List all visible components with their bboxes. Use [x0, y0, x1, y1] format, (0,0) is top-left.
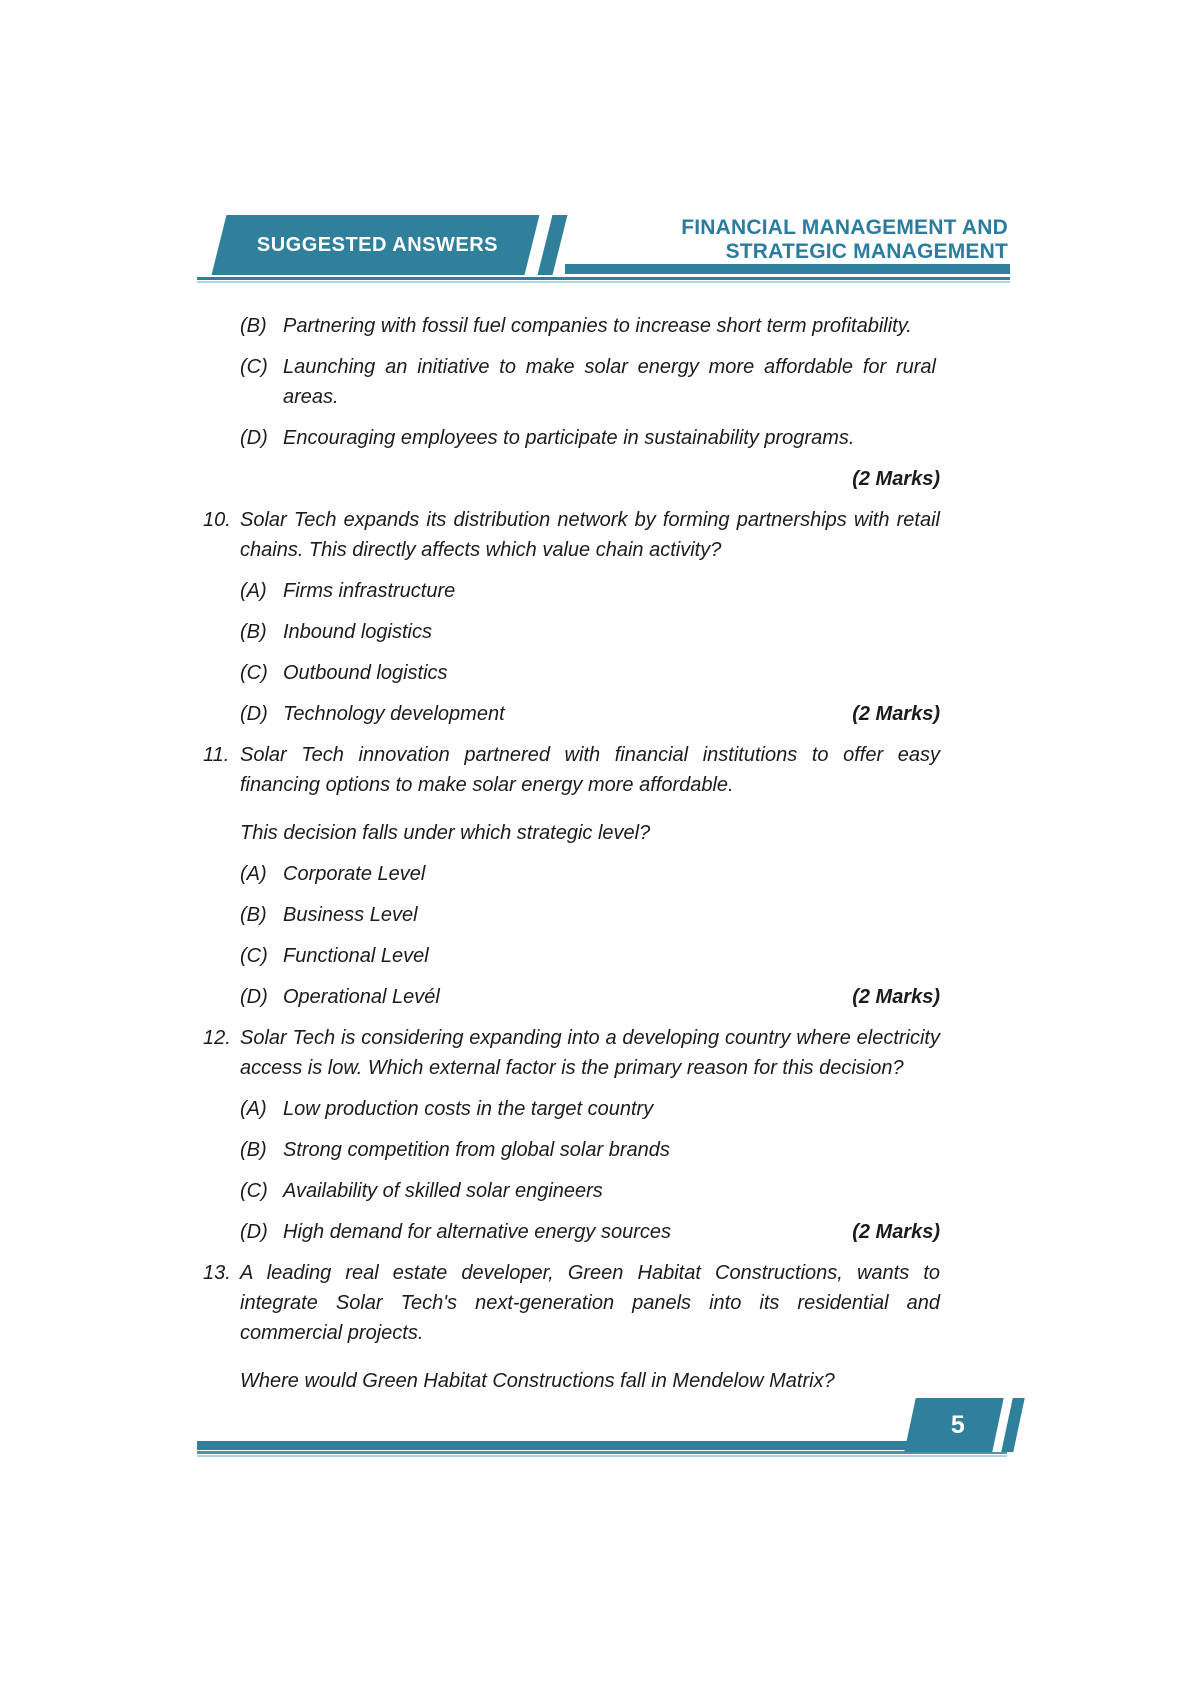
question-number: 10.: [203, 509, 231, 531]
question-number: 12.: [203, 1027, 231, 1049]
marks-label: (2 Marks): [852, 986, 940, 1008]
option-row: [240, 1217, 940, 1247]
question-block: [203, 1023, 940, 1247]
banner-accent-slash: [525, 215, 553, 275]
option-label: (C): [240, 662, 268, 684]
marks-label: (2 Marks): [852, 468, 940, 490]
option-label: (C): [240, 1180, 268, 1202]
option-label: (B): [240, 904, 267, 926]
option-text: Strong competition from global solar brands: [283, 1139, 670, 1161]
option-row: [240, 859, 940, 889]
option-label: (A): [240, 1098, 267, 1120]
question-followup: This decision falls under which strategic level?: [240, 822, 651, 844]
page-number-badge: [904, 1398, 1024, 1452]
option-label: (A): [240, 863, 267, 885]
option-row: [240, 1135, 940, 1165]
option-label: (A): [240, 580, 267, 602]
marks-label: (2 Marks): [852, 1221, 940, 1243]
option-text: Availability of skilled solar engineers: [283, 1180, 603, 1202]
question-number: 11.: [203, 744, 230, 766]
option-label: (B): [240, 315, 267, 337]
option-text: Inbound logistics: [283, 621, 432, 643]
option-row: [240, 1094, 940, 1124]
question-intro: [203, 505, 940, 565]
option-text: Operational Levél: [283, 986, 440, 1008]
option-text: Launching an initiative to make solar energy more affordable for rural areas.: [283, 356, 936, 408]
option-row: [240, 658, 940, 688]
question-followup: Where would Green Habitat Constructions fall in Mendelow Matrix?: [240, 1370, 835, 1392]
option-row: [240, 311, 940, 341]
option-label: (D): [240, 1221, 268, 1243]
option-row: [240, 699, 940, 729]
option-label: (D): [240, 986, 268, 1008]
page-title-line1: FINANCIAL MANAGEMENT AND: [681, 216, 1008, 239]
option-label: (C): [240, 356, 268, 378]
option-text: Outbound logistics: [283, 662, 448, 684]
suggested-answers-label: SUGGESTED ANSWERS: [256, 233, 499, 256]
option-text: High demand for alternative energy sources: [283, 1221, 671, 1243]
option-row: [240, 982, 940, 1012]
footer-rule-thick: [197, 1441, 915, 1450]
option-text: Partnering with fossil fuel companies to increase short term profitability.: [283, 315, 912, 337]
question-text: Solar Tech is considering expanding into a developing country where electricity access is low. Which external factor is the primary reason for this decision?: [240, 1027, 940, 1079]
option-row: [240, 352, 940, 412]
footer-rule-light: [197, 1455, 1007, 1457]
option-text: Functional Level: [283, 945, 429, 967]
question-block: [203, 1258, 940, 1396]
question-block: [203, 505, 940, 729]
footer-rule-mid: [197, 1451, 1007, 1454]
page-title: [681, 216, 1008, 264]
question-intro: [203, 740, 940, 800]
question-text: Solar Tech innovation partnered with financial institutions to offer easy financing options to make solar energy more affordable.: [240, 744, 940, 796]
option-text: Low production costs in the target country: [283, 1098, 654, 1120]
marks-label: (2 Marks): [852, 703, 940, 725]
question-text: A leading real estate developer, Green Habitat Constructions, wants to integrate Solar Tech's next-generation panels into its residential and commercial projects.: [240, 1262, 940, 1344]
question-intro: [203, 1023, 940, 1083]
question-block: [203, 311, 940, 494]
badge-accent-slash: [992, 1398, 1012, 1452]
page-number: 5: [950, 1410, 965, 1439]
option-text: Encouraging employees to participate in sustainability programs.: [283, 427, 855, 449]
header-rule-light: [197, 281, 1010, 283]
option-label: (C): [240, 945, 268, 967]
option-label: (B): [240, 1139, 267, 1161]
page-title-line2: STRATEGIC MANAGEMENT: [725, 240, 1008, 263]
option-label: (B): [240, 621, 267, 643]
option-text: Technology development: [283, 703, 505, 725]
option-label: (D): [240, 703, 268, 725]
option-row: [240, 900, 940, 930]
option-row: [240, 941, 940, 971]
question-text: Solar Tech expands its distribution network by forming partnerships with retail chains. This directly affects which value chain activity?: [240, 509, 940, 561]
option-row: [240, 617, 940, 647]
question-block: [203, 740, 940, 1012]
option-row: [240, 423, 940, 453]
option-row: [240, 576, 940, 606]
questions-content: [203, 300, 940, 1396]
question-number: 13.: [203, 1262, 231, 1284]
header-rule-thin: [197, 277, 1010, 280]
suggested-answers-banner: [212, 215, 568, 275]
option-row: [240, 1176, 940, 1206]
header-rule-thick: [565, 264, 1010, 274]
option-text: Firms infrastructure: [283, 580, 456, 602]
option-text: Corporate Level: [283, 863, 426, 885]
question-intro: [203, 1258, 940, 1348]
option-label: (D): [240, 427, 268, 449]
option-text: Business Level: [283, 904, 418, 926]
